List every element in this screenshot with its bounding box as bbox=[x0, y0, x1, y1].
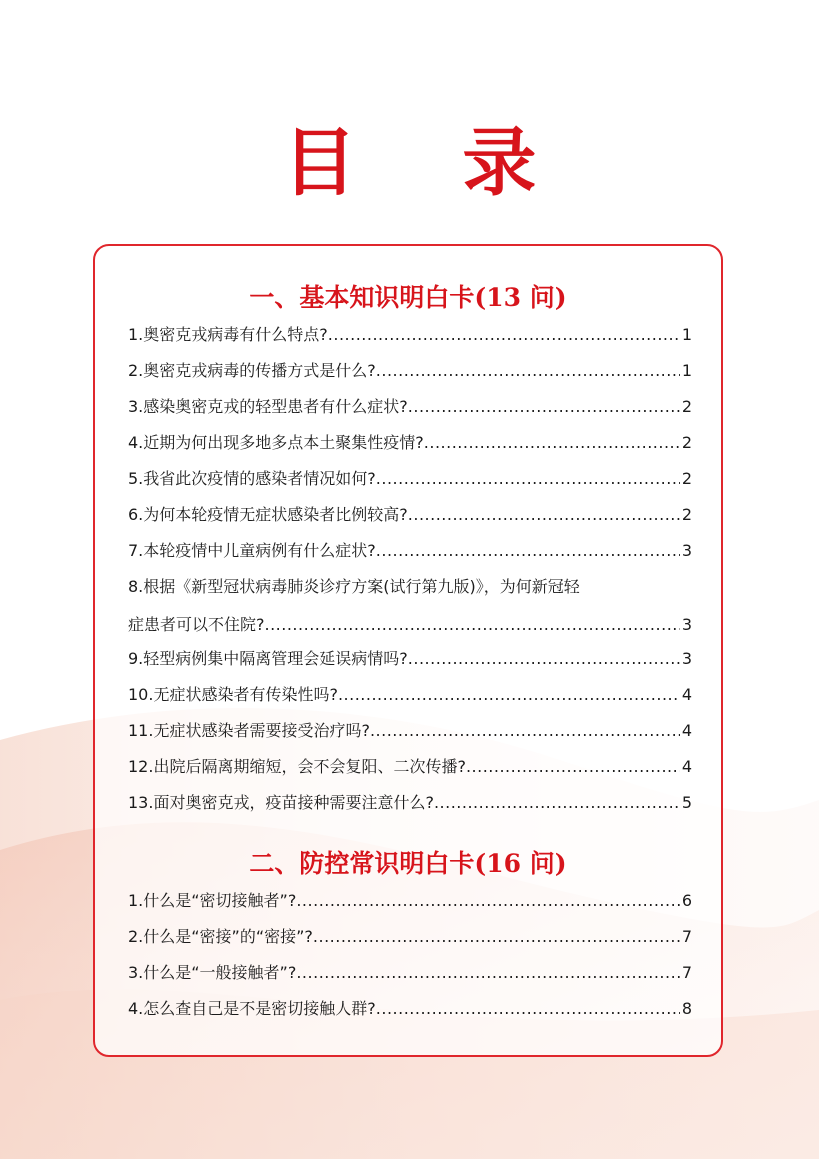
toc-entry[interactable] bbox=[128, 926, 692, 948]
toc-entry[interactable] bbox=[128, 756, 692, 778]
toc-entry[interactable] bbox=[128, 890, 692, 912]
toc-entry[interactable] bbox=[128, 576, 692, 636]
toc-entry[interactable] bbox=[128, 468, 692, 490]
toc-page-number: 3 bbox=[681, 649, 692, 668]
section-heading-basic-knowledge: 一、基本知识明白卡(13 问) bbox=[249, 283, 567, 312]
toc-page-number: 3 bbox=[681, 615, 692, 634]
toc-leader-dots bbox=[296, 890, 679, 912]
toc-page-number: 2 bbox=[681, 505, 692, 524]
toc-entry-text: 2.什么是“密接”的“密接”? bbox=[128, 927, 313, 946]
toc-entry[interactable] bbox=[128, 324, 692, 346]
toc-page-number: 4 bbox=[681, 685, 692, 704]
toc-entry[interactable] bbox=[128, 540, 692, 562]
toc-leader-dots bbox=[408, 648, 680, 670]
toc-entry[interactable] bbox=[128, 962, 692, 984]
toc-entry[interactable] bbox=[128, 792, 692, 814]
toc-entry[interactable] bbox=[128, 504, 692, 526]
toc-entry-text: 1.奥密克戎病毒有什么特点? bbox=[128, 325, 328, 344]
toc-leader-dots bbox=[376, 360, 680, 382]
toc-entry-text: 5.我省此次疫情的感染者情况如何? bbox=[128, 469, 376, 488]
toc-entry-text: 11.无症状感染者需要接受治疗吗? bbox=[128, 721, 370, 740]
toc-page-number: 1 bbox=[681, 361, 692, 380]
toc-page-number: 5 bbox=[681, 793, 692, 812]
toc-page-number: 8 bbox=[681, 999, 692, 1018]
toc-leader-dots bbox=[408, 504, 680, 526]
toc-entry[interactable] bbox=[128, 432, 692, 454]
toc-leader-dots bbox=[313, 926, 680, 948]
section-heading-prevention: 二、防控常识明白卡(16 问) bbox=[249, 849, 567, 878]
toc-entry-text: 2.奥密克戎病毒的传播方式是什么? bbox=[128, 361, 376, 380]
toc-leader-dots bbox=[408, 396, 680, 418]
toc-card bbox=[93, 244, 723, 1057]
toc-leader-dots bbox=[424, 432, 680, 454]
toc-page-number: 2 bbox=[681, 397, 692, 416]
toc-entry[interactable] bbox=[128, 684, 692, 706]
toc-entry-text: 3.感染奥密克戎的轻型患者有什么症状? bbox=[128, 397, 408, 416]
toc-entry[interactable] bbox=[128, 360, 692, 382]
toc-entry-text: 13.面对奥密克戎，疫苗接种需要注意什么? bbox=[128, 793, 434, 812]
toc-leader-dots bbox=[434, 792, 680, 814]
toc-entry-text: 7.本轮疫情中儿童病例有什么症状? bbox=[128, 541, 376, 560]
toc-leader-dots bbox=[376, 998, 680, 1020]
toc-leader-dots bbox=[328, 324, 680, 346]
toc-entry[interactable] bbox=[128, 720, 692, 742]
toc-leader-dots bbox=[376, 468, 680, 490]
toc-entry-text: 3.什么是“一般接触者”? bbox=[128, 963, 297, 982]
toc-entry[interactable] bbox=[128, 396, 692, 418]
toc-entry-text: 4.近期为何出现多地多点本土聚集性疫情? bbox=[128, 433, 424, 452]
toc-entry-text: 1.什么是“密切接触者”? bbox=[128, 891, 297, 910]
toc-entry-text-line1: 8.根据《新型冠状病毒肺炎诊疗方案(试行第九版)》，为何新冠轻 bbox=[128, 577, 580, 596]
toc-page-number: 4 bbox=[681, 757, 692, 776]
toc-page-number: 2 bbox=[681, 469, 692, 488]
toc-entry-text: 9.轻型病例集中隔离管理会延误病情吗? bbox=[128, 649, 408, 668]
toc-entry-text: 6.为何本轮疫情无症状感染者比例较高? bbox=[128, 505, 408, 524]
toc-leader-dots bbox=[466, 756, 680, 778]
toc-entry[interactable] bbox=[128, 648, 692, 670]
toc-leader-dots bbox=[370, 720, 680, 742]
toc-page-number: 1 bbox=[681, 325, 692, 344]
toc-leader-dots bbox=[338, 684, 680, 706]
toc-entry[interactable] bbox=[128, 998, 692, 1020]
toc-leader-dots bbox=[265, 614, 680, 636]
toc-page-number: 7 bbox=[681, 963, 692, 982]
page-title: 目 录 bbox=[282, 120, 577, 206]
toc-entry-text: 4.怎么查自己是不是密切接触人群? bbox=[128, 999, 376, 1018]
toc-page-number: 3 bbox=[681, 541, 692, 560]
toc-entry-text: 症患者可以不住院? bbox=[128, 615, 265, 634]
toc-page-number: 4 bbox=[681, 721, 692, 740]
toc-page-number: 7 bbox=[681, 927, 692, 946]
toc-page-number: 6 bbox=[681, 891, 692, 910]
toc-entry-text: 12.出院后隔离期缩短，会不会复阳、二次传播? bbox=[128, 757, 466, 776]
toc-entry-text: 10.无症状感染者有传染性吗? bbox=[128, 685, 338, 704]
toc-page-number: 2 bbox=[681, 433, 692, 452]
toc-leader-dots bbox=[296, 962, 679, 984]
toc-leader-dots bbox=[376, 540, 680, 562]
